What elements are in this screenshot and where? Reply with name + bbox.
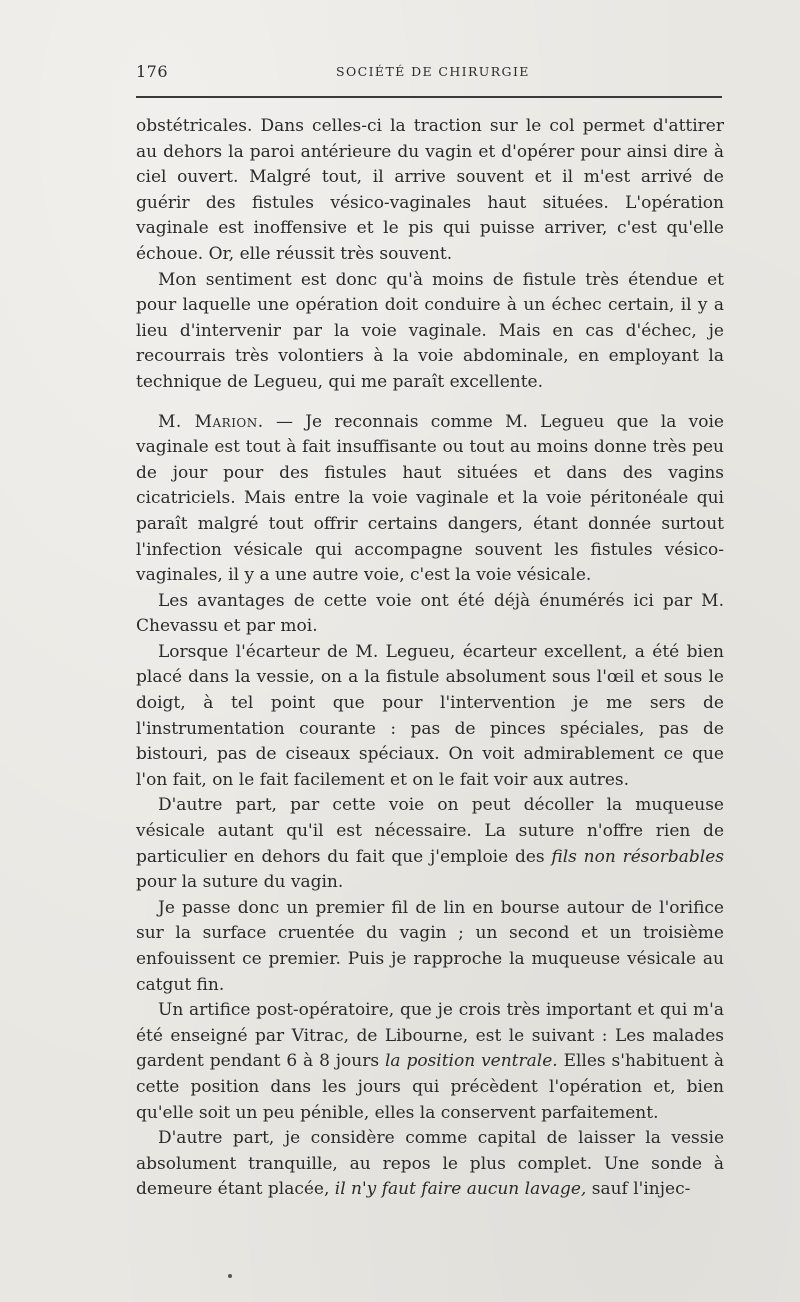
- running-head: [136, 62, 720, 86]
- page-number: 176: [136, 62, 169, 81]
- paragraph-6: [136, 793, 724, 895]
- body-text: [136, 114, 724, 1203]
- paragraph-8-text-a: Un artifice post-opératoire, que je crois très important et qui m'a été enseigné par Vitrac, de Libourne, est le suivant : Les malades gardent pendant 6 à 8 jours: [136, 1000, 724, 1072]
- paragraph-1: obstétricales. Dans celles-ci la traction sur le col permet d'attirer au dehors la paroi antérieure du vagin et d'opérer pour ainsi dire à ciel ouvert. Malgré tout, il arrive souvent et il m'est arrivé de guérir des fistules vésico-vaginales haut situées. L'opération vaginale est inoffensive et le pis qui puisse arriver, c'est qu'elle échoue. Or, elle réussit très souvent.: [136, 116, 724, 264]
- running-title: SOCIÉTÉ DE CHIRURGIE: [336, 64, 530, 79]
- paragraph-8-text-b: Elles s'habituent à cette position dans les jours qui précèdent l'opération et, bien qu'elle soit un peu pénible, elles la conservent parfaitement.: [136, 1051, 724, 1123]
- speaker-name: M. Marion.: [158, 411, 264, 432]
- paragraph-6-text-a: D'autre part, par cette voie on peut décoller la muqueuse vésicale autant qu'il est nécessaire. La suture n'offre rien de particulier en dehors du fait que j'emploie des: [136, 795, 724, 867]
- header-rule: [136, 96, 722, 98]
- paragraph-3-text: — Je reconnais comme M. Legueu que la voie vaginale est tout à fait insuffisante ou tout au moins donne très peu de jour pour des fistules haut situées et dans des vagins cicatriciels. Mais entre la voie vaginale et la voie péritonéale qui paraît malgré tout offrir certains dangers, étant donnée surtout l'infection vésicale qui accompagne souvent les fistules vésico-vaginales, il y a une autre voie, c'est la voie vésicale.: [136, 411, 724, 586]
- paragraph-4: Les avantages de cette voie ont été déjà énumérés ici par M. Chevassu et par moi.: [136, 590, 724, 637]
- paragraph-6-emphasis: fils non résorbables: [551, 846, 724, 867]
- paragraph-5: Lorsque l'écarteur de M. Legueu, écarteur excellent, a été bien placé dans la vessie, on a la fistule absolument sous l'œil et sous le doigt, à tel point que pour l'intervention je me sers de l'instrumentation courante : pas de pinces spéciales, pas de bistouri, pas de ciseaux spéciaux. On voit admirablement ce que l'on fait, on le fait facilement et on le fait voir aux autres.: [136, 641, 724, 790]
- paragraph-9-emphasis: il n'y faut faire aucun lavage,: [334, 1179, 587, 1200]
- paragraph-2: Mon sentiment est donc qu'à moins de fistule très étendue et pour laquelle une opération doit conduire à un échec certain, il y a lieu d'intervenir par la voie vaginale. Mais en cas d'échec, je recourrais très volontiers à la voie abdominale, en employant la technique de Legueu, qui me paraît excellente.: [136, 269, 724, 392]
- paragraph-7: Je passe donc un premier fil de lin en bourse autour de l'orifice sur la surface cruentée du vagin ; un second et un troisième enfouissent ce premier. Puis je rapproche la muqueuse vésicale au catgut fin.: [136, 897, 724, 995]
- paragraph-8: [136, 998, 724, 1126]
- paragraph-9: [136, 1126, 724, 1203]
- paragraph-8-emphasis: la position ventrale.: [384, 1051, 558, 1072]
- paragraph-9-text-a: D'autre part, je considère comme capital de laisser la vessie absolument tranquille, au repos le plus complet. Une sonde à demeure étant placée,: [136, 1128, 724, 1200]
- print-speck: [228, 1274, 232, 1278]
- paragraph-9-text-b: sauf l'injec-: [586, 1179, 691, 1200]
- paragraph-3: [136, 410, 724, 589]
- paragraph-6-text-b: pour la suture du vagin.: [136, 872, 344, 893]
